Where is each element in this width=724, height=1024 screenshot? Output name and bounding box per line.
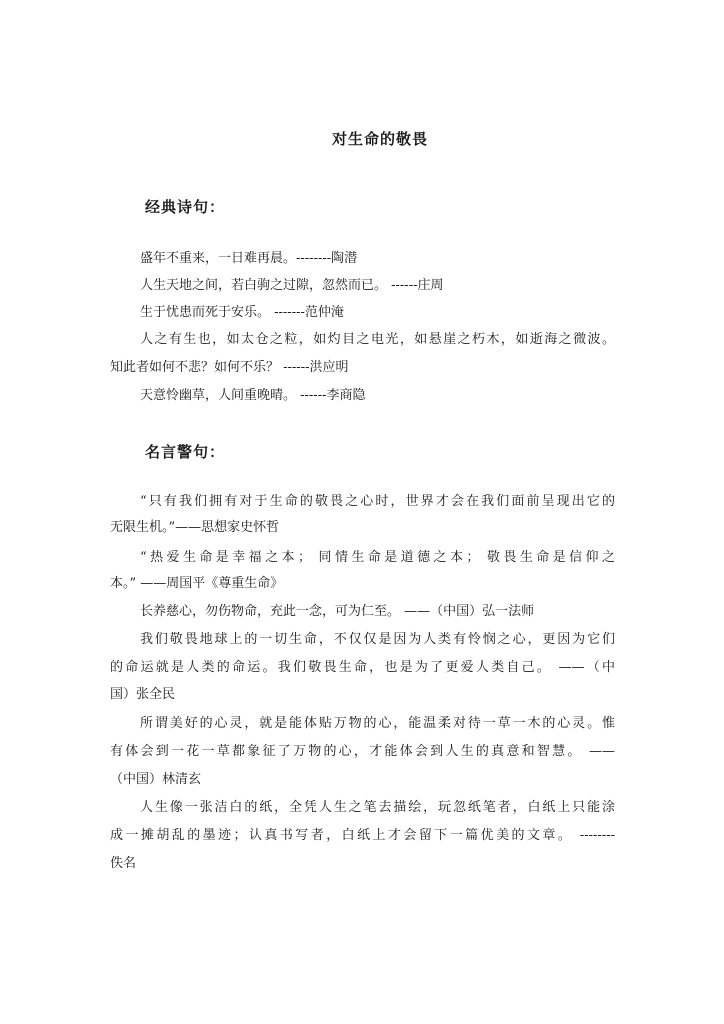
poem-line: 人生天地之间，若白驹之过隙，忽然而已。 ------庄周 (140, 278, 444, 293)
poem-line: 人之有生也，如太仓之粒，如灼目之电光，如悬崖之朽木，如逝海之微波。 (140, 332, 615, 347)
quote-line: 佚名 (110, 856, 137, 871)
poem-line: 天意怜幽草，人间重晚晴。 ------李商隐 (140, 388, 366, 403)
quote-line: 长养慈心，勿伤物命，充此一念，可为仁至。 ——（中国）弘一法师 (140, 604, 535, 619)
quote-line: 我们敬畏地球上的一切生命，不仅仅是因为人类有怜悯之心，更因为它们 (140, 632, 615, 647)
section-heading-classic-poems: 经典诗句： (145, 198, 226, 216)
quote-line: 人生像一张洁白的纸，全凭人生之笔去描绘，玩忽纸笔者，白纸上只能涂 (140, 800, 615, 815)
poem-line: 知此者如何不悲？如何不乐？ ------洪应明 (110, 360, 349, 375)
quote-line: 的命运就是人类的命运。我们敬畏生命，也是为了更爱人类自己。 ——（中 (110, 660, 615, 675)
quote-line: 无限生机。”——思想家史怀哲 (110, 520, 280, 535)
page-title: 对生命的敬畏 (331, 130, 428, 148)
quote-line: 成一摊胡乱的墨迹；认真书写者，白纸上才会留下一篇优美的文章。 -------- (110, 828, 615, 843)
quote-line: 本。” ——周国平《尊重生命》 (110, 576, 284, 591)
quote-line: 有体会到一花一草都象征了万物的心，才能体会到人生的真意和智慧。 —— (110, 744, 615, 759)
quote-line: “热爱生命是幸福之本； 同情生命是道德之本； 敬畏生命是信仰之 (140, 550, 615, 565)
quote-line: “只有我们拥有对于生命的敬畏之心时，世界才会在我们面前呈现出它的 (140, 494, 615, 509)
poem-line: 生于忧患而死于安乐。 -------范仲淹 (140, 305, 344, 320)
poem-line: 盛年不重来，一日难再晨。--------陶潜 (140, 251, 358, 266)
quote-line: 所谓美好的心灵，就是能体贴万物的心，能温柔对待一草一木的心灵。惟 (140, 716, 615, 731)
quote-line: （中国）林清玄 (110, 772, 202, 787)
section-heading-famous-quotes: 名言警句： (145, 443, 226, 461)
quote-line: 国）张全民 (110, 687, 176, 702)
